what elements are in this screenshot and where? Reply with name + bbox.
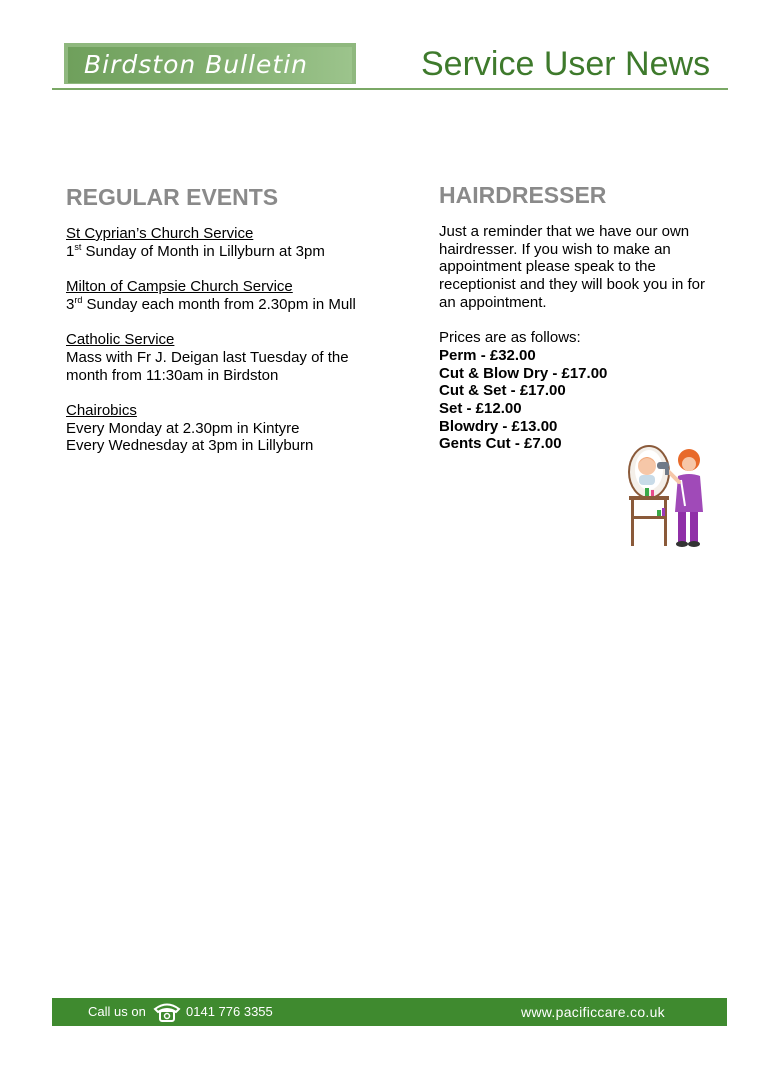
page-title: Service User News xyxy=(421,45,711,83)
price-item: Gents Cut - £7.00 xyxy=(439,435,562,453)
footer-call-label: Call us on xyxy=(88,1004,146,1019)
price-item: Perm - £32.00 xyxy=(439,346,536,364)
event-item xyxy=(66,225,406,260)
prices-intro: Prices are as follows: xyxy=(439,329,581,347)
phone-icon xyxy=(152,1001,182,1023)
event-schedule: Every Wednesday at 3pm in Lillyburn xyxy=(66,437,314,455)
event-schedule: Mass with Fr J. Deigan last Tuesday of the xyxy=(66,348,349,366)
price-list xyxy=(439,329,729,453)
brand-title: Birdston Bulletin xyxy=(84,50,309,79)
event-name: Chairobics xyxy=(66,401,137,419)
price-item: Blowdry - £13.00 xyxy=(439,417,558,435)
header-divider xyxy=(52,88,728,90)
event-name: Milton of Campsie Church Service xyxy=(66,278,293,296)
event-item xyxy=(66,278,406,313)
event-schedule: month from 11:30am in Birdston xyxy=(66,366,279,384)
event-name: St Cyprian’s Church Service xyxy=(66,225,254,242)
hairdresser-heading: HAIRDRESSER xyxy=(439,182,607,208)
price-item: Set - £12.00 xyxy=(439,400,522,418)
hairdresser-section xyxy=(439,182,729,453)
footer-website-link[interactable]: www.pacificcare.co.uk xyxy=(520,1004,665,1020)
regular-events-heading: REGULAR EVENTS xyxy=(66,184,279,210)
event-schedule: 3rd Sunday each month from 2.30pm in Mull xyxy=(66,294,356,313)
event-schedule: Every Monday at 2.30pm in Kintyre xyxy=(66,419,300,437)
event-item xyxy=(66,331,406,384)
hairdresser-intro: Just a reminder that we have our own hairdresser. If you wish to make an appointment please speak to the receptionist and they will book you in for an appointment. xyxy=(439,223,705,311)
hairdresser-illustration-icon xyxy=(623,440,711,548)
event-item xyxy=(66,402,406,455)
price-item: Cut & Blow Dry - £17.00 xyxy=(439,364,608,382)
event-schedule: 1st Sunday of Month in Lillyburn at 3pm xyxy=(66,241,325,260)
price-item: Cut & Set - £17.00 xyxy=(439,382,566,400)
footer-bar xyxy=(52,998,727,1026)
regular-events-section xyxy=(66,182,406,473)
event-name: Catholic Service xyxy=(66,331,175,349)
footer-phone-number[interactable]: 0141 776 3355 xyxy=(186,1004,273,1019)
